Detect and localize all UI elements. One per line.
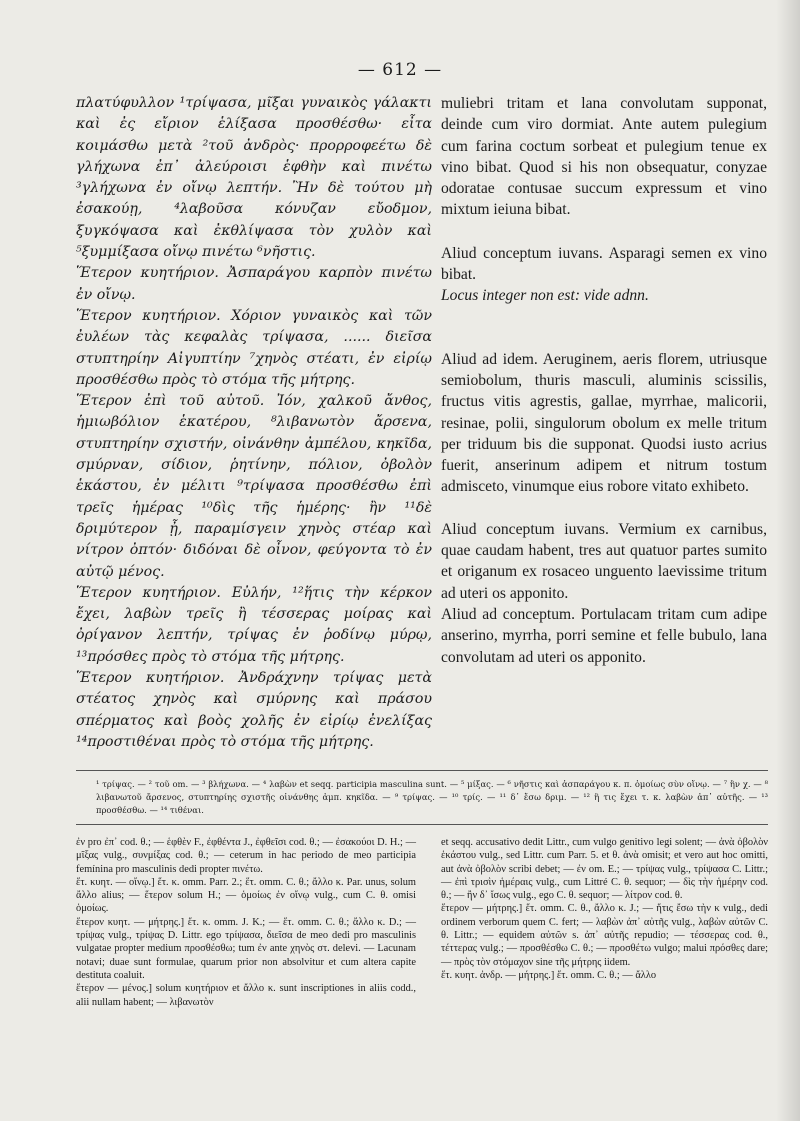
apparatus-note: ἕτερον — μήτρης.] ἕτ. omm. C. θ., ἄλλο κ. J.; — ἥτις ἔσω τὴν κ vulg., dedi ordinem verborum quem C. fert; — λαβὼν ἀπ᾽ αὐτῆς vulg., λαβὼν αὐτῶν C. θ. Littr.; — equidem αὐτῶν s. ἀπ᾽ αὐτῆς repudio; — τέσσερας cod. θ., τέττερας vulg.; — προσθέσθω C. θ.; — προσθέτω vulgo; malui πρόσθες dare; — πρὸς τὸν στόμαχον sine τῆς μήτρης iidem. [441,903,768,968]
apparatus-note: et seqq. accusativo dedit Littr., cum vulgo genitivo legi solent; — ἀνὰ ὀβολὸν ἑκάστου vulg., sed Littr. cum Parr. 5. et θ. ἀνὰ omisit; et vero aut hoc omitti, aut ἀνὰ ὀβολὸν scribi debet; — ἐν om. E.; — τρίψας vulg., τρίψασα C. Littr.; — ἐπὶ τρισὶν ἡμέραις vulg., cum Littré C. θ. sequor; — δὶς τὴν ἡμέρην cod. θ.; — ἢν δ᾽ ἴσως vulg., ego C. θ. sequor; — λίτρον cod. θ. [441,837,768,902]
latin-text-column [441,93,767,668]
spacer [441,498,767,519]
latin-paragraph: Aliud ad idem. Aeruginem, aeris florem, utriusque semiobolum, thuris masculi, aluminis scissilis, fructus vitis agrestis, gallae, myrrhae, malicorii, resinae, polii, singulorum obolum ex melle tritum per triduum bis die supponat. Quodsi iusto acrius fuerit, anserinum adipem et nitrum tostum admisceto, vinumque eius robore vitato exhibeto. [441,350,767,496]
greek-paragraph: Ἕτερον κυητήριον. Χόριον γυναικὸς καὶ τῶν ἐυλέων τὰς κεφαλὰς τρίψασα, ...... διεῖσα στυπτηρίην Αἰγυπτίην ⁷χηνὸς στέατι, ἐν εἰρίῳ προσθέσθω πρὸς τὸ στόμα τῆς μήτρης. [76,307,432,388]
latin-remark: Locus integer non est: vide adnn. [441,287,649,305]
apparatus-note: ἕτ. κυητ. — οἴνῳ.] ἕτ. κ. omm. Parr. 2.; ἕτ. omm. C. θ.; ἄλλο κ. Par. unus, solum ἄλλο alius; — ἕτερον solum H.; — ὁμοίως ἐν οἴνῳ vulg., cum C. θ. omisi ὁμοίως. [76,876,416,915]
spacer [441,221,767,243]
apparatus-left-column [76,836,416,1009]
greek-text-column [76,93,432,753]
apparatus-right-column [441,836,768,982]
greek-paragraph: Ἕτερον κυητήριον. Ἀνδράχνην τρίψας μετὰ στέατος χηνὸς καὶ σμύρνης καὶ πράσου σπέρματος καὶ βοὸς χολῆς ἐν εἰρίῳ ἐνελίξας ¹⁴προστιθέναι πρὸς τὸ στόμα τῆς μήτρης. [76,670,432,750]
greek-footnotes: ¹ τρίψας. — ² τοῦ om. — ³ βλήχωνα. — ⁴ λαβὼν et seqq. participia masculina sunt. — ⁵ μίξας. — ⁶ νῆστις καὶ ἀσπαράγου κ. π. ὁμοίως σὺν οἴνῳ. — ⁷ ἢν χ. — ⁸ λιβανωτοῦ ἄρσενος, στυπτηρίης σχιστῆς οἰνάνθης ἀμπ. κηκῖδα. — ⁹ τρίψας. — ¹⁰ τρίς. — ¹¹ δ᾽ ἔσω δριμ. — ¹² ἢ τις ἔχει τ. κ. λαβὼν ἀπ᾽ αὐτῆς. — ¹³ προσθέσθω. — ¹⁴ τιθέναι. [96,779,768,815]
latin-paragraph: Aliud conceptum iuvans. Vermium ex carnibus, quae caudam habent, tres aut quatuor partes sumito et origanum ex rosaceo unguento laevissime tritum ad uteri os apponito. [441,520,767,602]
greek-paragraph: Ἕτερον κυητήριον. Ἀσπαράγου καρπὸν πινέτω ἐν οἴνῳ. [76,265,432,303]
latin-paragraph: muliebri tritam et lana convolutam supponat, deinde cum viro dormiat. Ante autem pulegium cum farina coctum sorbeat et pulegium tenue ex vino bibat. Quod si his non obsequatur, conyzae odoratae contusae succum expressum et vino mixtum ieiuna bibat. [441,95,767,219]
greek-paragraph: πλατύφυλλον ¹τρίψασα, μῖξαι γυναικὸς γάλακτι καὶ ἐς εἴριον ἑλίξασα προσθέσθω· εἶτα κοιμάσθω μετὰ ²τοῦ ἀνδρὸς· προρροφεέτω δὲ γλήχωνα ἐπ᾽ ἀλεύροισι ἑφθὴν καὶ πινέτω ³γλήχωνα ἐν οἴνῳ λεπτήν. Ἢν δὲ τούτου μὴ ἐσακούῃ, ⁴λαβοῦσα κόνυζαν εὔοδμον, ξυγκόψασα καὶ ἐκθλίψασα τὸν χυλὸν καὶ ⁵ξυμμίξασα οἴνῳ πινέτω ⁶νῆστις. [76,95,432,261]
apparatus-divider [76,824,768,825]
apparatus-note: ἕτ. κυητ. ἀνδρ. — μήτρης.] ἕτ. omm. C. θ.; — ἄλλο [441,969,657,981]
spacer [441,307,767,349]
latin-paragraph: Aliud conceptum iuvans. Asparagi semen ex vino bibat. [441,244,767,284]
apparatus-note: ἐν pro ἐπ᾽ cod. θ.; — ἑφθὲν F., ἐφθέντα J., ἐφθεῖσι cod. θ.; — ἐσακούοι D. H.; — μῖξας vulg., συνμίξας cod. θ.; — ceterum in hac periodo de meo participia femínina pro masculinis dedi propter πινέτω. [76,837,416,875]
greek-paragraph: Ἕτερον ἐπὶ τοῦ αὐτοῦ. Ἰόν, χαλκοῦ ἄνθος, ἡμιωβόλιον ἑκατέρου, ⁸λιβανωτὸν ἄρσενα, στυπτηρίην σχιστήν, οἰνάνθην ἀμπέλου, κηκῖδα, σμύρναν, σίδιον, ῥητίνην, πόλιον, ὀβολὸν ἑκάστου, ἐν μέλιτι ⁹τρίψασα προσθέσθω ἐπὶ τρεῖς ἡμέρας ¹⁰δὶς τῆς ἡμέρης· ἢν ¹¹δὲ δριμύτερον ᾖ, παραμίσγειν χηνὸς στέαρ καὶ νίτρον ὀπτόν· διδόναι δὲ οἶνον, φεύγοντα τὸ ἐν αὐτῷ μένος. [76,393,432,580]
latin-paragraph: Aliud ad conceptum. Portulacam tritam cum adipe anserino, myrrha, porri semine et felle bubulo, lana convolutam ad uteri os apponito. [441,605,767,666]
footnote-divider [76,770,768,771]
apparatus-note: ἕτερον κυητ. — μήτρης.] ἕτ. κ. omm. J. K.; — ἕτ. omm. C. θ.; ἄλλο κ. D.; — τρίψας vulg., τρίψας D. Littr. ego τρίψασα, διεῖσα de meo dedi pro masculinis vulgatae propter medium προσθέσθω; tum ἐν ante χηνὸς στ. delevi. — Lacunam notavi; duae sunt formulae, quarum prior non absolvitur et cum altera capite destituta coaluit. [76,916,416,981]
page-edge-shadow [776,0,800,1121]
greek-paragraph: Ἕτερον κυητήριον. Εὐλήν, ¹²ἥτις τὴν κέρκον ἔχει, λαβὼν τρεῖς ἢ τέσσερας μοίρας καὶ ὀρίγανον λεπτήν, τρίψας ἐν ῥοδίνῳ μύρῳ, ¹³πρόσθες πρὸς τὸ στόμα τῆς μήτρης. [76,584,432,665]
apparatus-note: ἕτερον — μένος.] solum κυητήριον et ἄλλο κ. sunt inscriptiones in aliis codd., alii nullam habent; — λιβανωτὸν [76,983,416,1008]
page-number: — 612 — [357,60,443,80]
